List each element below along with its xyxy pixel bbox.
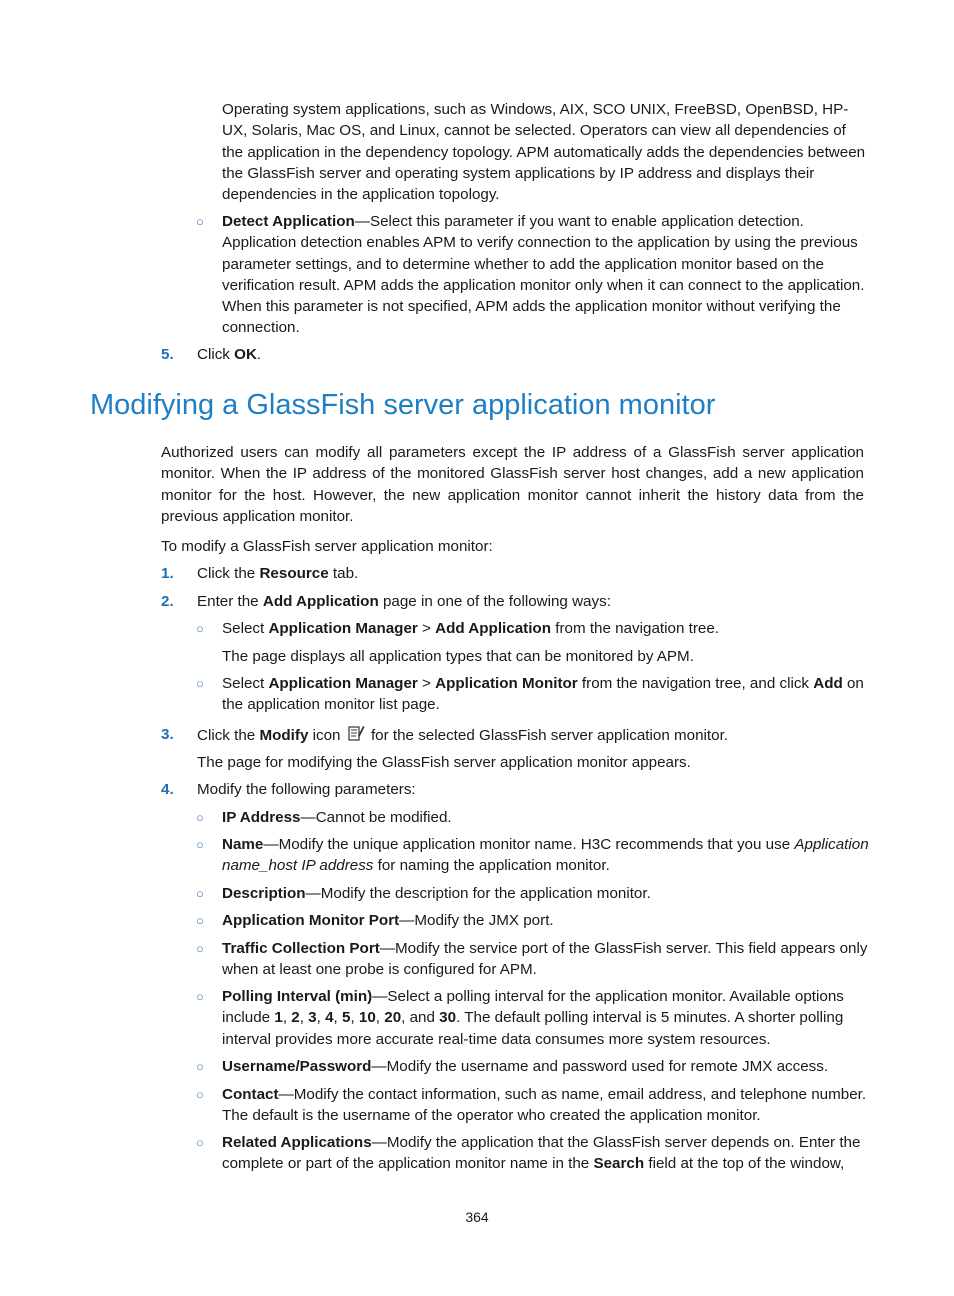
term: Contact xyxy=(222,1086,279,1103)
step-2-option-a xyxy=(222,618,870,639)
add-label: Add xyxy=(813,675,843,692)
option: 20 xyxy=(384,1009,402,1027)
step-5 xyxy=(197,344,869,365)
text: . xyxy=(256,346,262,363)
bullet-icon: ○ xyxy=(196,837,204,852)
description: —Modify the application that the GlassFish server depends on. Enter the complete or part of the application monitor name in the xyxy=(222,1134,861,1173)
bullet-icon: ○ xyxy=(196,810,204,825)
description: —Modify the service port of the GlassFish server. This field appears only when at least one probe is configured for APM. xyxy=(222,940,868,979)
term: Description xyxy=(222,885,306,902)
term: Application Monitor Port xyxy=(222,912,400,929)
bullet-icon: ○ xyxy=(196,913,204,928)
step-2 xyxy=(197,591,869,612)
search-label: Search xyxy=(593,1155,645,1173)
term: Detect Application xyxy=(222,213,355,230)
description: —Select this parameter if you want to enable application detection. Application detection enables APM to verify connection to the application by using the previous parameter settings, and to determine whether to add the application monitor based on the verification result. APM adds the application monitor only when it can connect to the application. When this parameter is not specified, APM adds the application monitor without verifying the connection. xyxy=(222,213,865,337)
bullet-icon: ○ xyxy=(196,1087,204,1102)
description: —Modify the description for the application monitor. xyxy=(305,885,651,902)
modify-icon xyxy=(347,724,365,742)
step-number: 5. xyxy=(161,346,174,363)
bullet-icon: ○ xyxy=(196,886,204,901)
param-contact xyxy=(222,1084,870,1127)
menu-label: Application Manager xyxy=(268,620,418,637)
description: for naming the application monitor. xyxy=(373,857,610,875)
description: —Modify the unique application monitor name. H3C recommends that you use xyxy=(263,836,795,853)
step-1 xyxy=(197,563,869,584)
bullet-icon: ○ xyxy=(196,621,204,636)
bullet-icon: ○ xyxy=(196,989,204,1004)
add-application-label: Add Application xyxy=(262,593,379,610)
option: 5 xyxy=(341,1009,351,1027)
menu-label: Add Application xyxy=(435,620,551,637)
param-name xyxy=(222,834,870,877)
param-traffic-collection-port xyxy=(222,938,870,981)
body-paragraph: To modify a GlassFish server application monitor: xyxy=(161,538,493,555)
section-heading: Modifying a GlassFish server application monitor xyxy=(90,389,716,421)
option: 1 xyxy=(274,1009,283,1027)
description: —Modify the JMX port. xyxy=(399,912,554,929)
modify-label: Modify xyxy=(259,727,309,744)
naming-format: Application name_host IP address xyxy=(222,836,869,875)
param-username-password xyxy=(222,1056,870,1077)
description: field at the top of the window, xyxy=(644,1155,845,1173)
text: page in one of the following ways: xyxy=(378,593,611,610)
text: Click xyxy=(197,346,235,363)
option: 30 xyxy=(439,1009,457,1027)
bullet-icon: ○ xyxy=(196,1059,204,1074)
step-2-option-a-note: The page displays all application types that can be monitored by APM. xyxy=(222,648,694,665)
separator: > xyxy=(417,620,436,637)
term: Name xyxy=(222,836,264,853)
bullet-icon: ○ xyxy=(196,1135,204,1150)
step-number: 4. xyxy=(161,781,174,798)
ok-label: OK xyxy=(234,346,257,363)
page-number: 364 xyxy=(465,1209,489,1225)
step-3-note: The page for modifying the GlassFish server application monitor appears. xyxy=(197,754,691,771)
description: —Modify the contact information, such as name, email address, and telephone number. The default is the username of the operator who created the application monitor. xyxy=(222,1086,867,1125)
text: Select xyxy=(222,675,269,692)
param-description xyxy=(222,883,870,904)
text: tab. xyxy=(328,565,359,582)
separator: > xyxy=(417,675,436,692)
text: Click the xyxy=(197,565,260,582)
option: 2 xyxy=(291,1009,300,1027)
term: Polling Interval (min) xyxy=(222,988,373,1005)
menu-label: Application Manager xyxy=(268,675,418,692)
detect-application-item xyxy=(222,211,870,339)
description: —Select a polling interval for the application monitor. Available options include xyxy=(222,988,844,1027)
intro-paragraph: Operating system applications, such as Windows, AIX, SCO UNIX, FreeBSD, OpenBSD, HP-UX, Solaris, Mac OS, and Linux, cannot be selected. Operators can view all dependencies of the application in the dependency topology. APM automatically adds the dependencies between the GlassFish server and operating system applications by IP address and displays their dependencies in the application topology. xyxy=(222,101,866,204)
term: IP Address xyxy=(222,809,301,826)
step-number: 3. xyxy=(161,726,174,743)
bullet-icon: ○ xyxy=(196,941,204,956)
step-3 xyxy=(197,724,869,746)
text: Click the xyxy=(197,727,260,744)
description: —Cannot be modified. xyxy=(300,809,452,826)
option: 4 xyxy=(325,1009,334,1027)
step-2-option-b xyxy=(222,673,870,716)
text: for the selected GlassFish server application monitor. xyxy=(366,727,729,744)
param-related-applications xyxy=(222,1132,870,1175)
bullet-icon: ○ xyxy=(196,676,204,691)
param-application-monitor-port xyxy=(222,910,870,931)
step-number: 1. xyxy=(161,565,174,582)
menu-label: Application Monitor xyxy=(435,675,578,692)
option: 10 xyxy=(358,1009,376,1027)
param-polling-interval: Polling Interval (min)—Select a polling interval for the application monitor. Available options include 1, 2, 3, 4, 5, 10, 20, and 30. The default polling interval is 5 minutes. A shorter polling interval provides more accurate real-time data consumes more system resources. xyxy=(222,988,844,1048)
description: . The default polling interval is 5 minutes. A shorter polling interval provides more accurate real-time data consumes more system resources. xyxy=(222,1009,844,1048)
param-ip-address xyxy=(222,807,870,828)
description: —Modify the username and password used for remote JMX access. xyxy=(371,1058,829,1075)
term: Traffic Collection Port xyxy=(222,940,380,957)
bullet-icon: ○ xyxy=(196,214,204,229)
term: Related Applications xyxy=(222,1134,372,1151)
body-paragraph: Authorized users can modify all parameters except the IP address of a GlassFish server application monitor. When the IP address of the monitored GlassFish server host changes, add a new application monitor for the host. However, the new application monitor cannot inherit the history data from the previous application monitor. xyxy=(161,444,864,525)
step-4: Modify the following parameters: xyxy=(197,781,416,798)
term: Username/Password xyxy=(222,1058,372,1075)
resource-label: Resource xyxy=(259,565,329,582)
text: Enter the xyxy=(197,593,263,610)
text: from the navigation tree, and click xyxy=(577,675,814,692)
text: from the navigation tree. xyxy=(551,620,719,637)
text: icon xyxy=(308,727,345,744)
option: 3 xyxy=(308,1009,317,1027)
text: on the application monitor list page. xyxy=(222,675,864,714)
text: Select xyxy=(222,620,269,637)
step-number: 2. xyxy=(161,593,174,610)
